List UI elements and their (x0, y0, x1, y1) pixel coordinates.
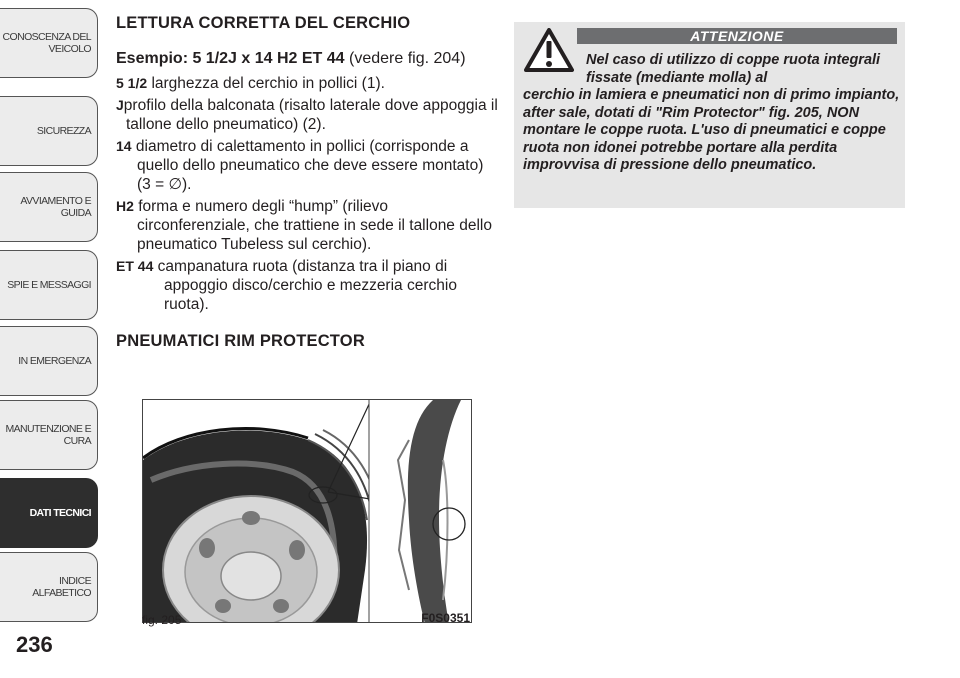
figure-rim-protector (142, 399, 472, 623)
warning-title: ATTENZIONE (577, 28, 897, 44)
definition-item (116, 74, 501, 93)
tab-label: MANUTENZIONE E CURA (5, 423, 91, 447)
warning-text-body: cerchio in lamiera e pneumatici non di primo impianto, after sale, dotati di "Rim Protector" fig. 205, NON montare le coppe ruota. L'uso di pneumatici e coppe ruota non idonei potrebbe portare alla perdita improvvisa di pressione dello pneumatico. (523, 87, 900, 173)
tab-dati-tecnici[interactable] (0, 478, 98, 548)
definition-text: larghezza del cerchio in pollici (1). (151, 75, 385, 92)
definition-term: ET 44 (116, 258, 154, 274)
figure-code: F0S0351 (421, 611, 470, 625)
tab-label: AVVIAMENTO E GUIDA (20, 195, 91, 219)
definition-term: 14 (116, 138, 132, 154)
tab-label: SICUREZZA (36, 125, 91, 137)
definition-term: 5 1/2 (116, 75, 148, 91)
rim-example (116, 49, 501, 68)
warning-text (523, 52, 901, 175)
tyre-illustration (143, 400, 472, 623)
definition-item (116, 96, 501, 134)
tab-avviamento-e-guida[interactable] (0, 172, 98, 242)
section-heading: LETTURA CORRETTA DEL CERCHIO (116, 14, 411, 32)
tab-label: CONOSCENZA DEL VEICOLO (2, 31, 91, 55)
tab-conoscenza-del-veicolo[interactable] (0, 8, 98, 78)
definition-term: H2 (116, 198, 134, 214)
main-text-column (116, 14, 501, 351)
definition-text: profilo della balconata (risalto laterale dove appoggia il tallone dello pneumatico) (2). (123, 97, 498, 133)
definition-item (116, 197, 501, 254)
tab-spie-e-messaggi[interactable] (0, 250, 98, 320)
tab-indice-alfabetico[interactable] (0, 552, 98, 622)
chapter-sidebar (0, 0, 100, 620)
rim-example-reference: (vedere fig. 204) (349, 50, 466, 67)
definition-text: forma e numero degli “hump” (rilievo circonferenziale, che trattiene in sede il tallone dello pneumatico Tubeless sul cerchio). (137, 198, 492, 253)
definition-item (116, 137, 501, 194)
definition-item (116, 257, 501, 314)
tab-in-emergenza[interactable] (0, 326, 98, 396)
figure-number: fig. 205 (142, 613, 182, 627)
definition-text: diametro di calettamento in pollici (corrisponde a quello dello pneumatico che deve essere montato) (3 = ∅). (135, 138, 484, 193)
tab-manutenzione-e-cura[interactable] (0, 400, 98, 470)
page-number: 236 (16, 632, 53, 657)
warning-box (514, 22, 905, 208)
rim-example-code: Esempio: 5 1/2J x 14 H2 ET 44 (116, 50, 345, 67)
tab-label: IN EMERGENZA (18, 355, 91, 367)
definition-term: J (116, 97, 124, 113)
definition-text: campanatura ruota (distanza tra il piano di appoggio disco/cerchio e mezzeria cerchio ruota). (157, 258, 457, 313)
tab-label: SPIE E MESSAGGI (7, 279, 91, 291)
tab-label: DATI TECNICI (29, 507, 91, 519)
figure-caption (142, 613, 472, 629)
section-heading-rim-protector: PNEUMATICI RIM PROTECTOR (116, 332, 365, 350)
warning-text-first-line: Nel caso di utilizzo di coppe ruota integrali fissate (mediante molla) al (586, 52, 881, 86)
tab-sicurezza[interactable] (0, 96, 98, 166)
tab-label: INDICE ALFABETICO (32, 575, 91, 599)
